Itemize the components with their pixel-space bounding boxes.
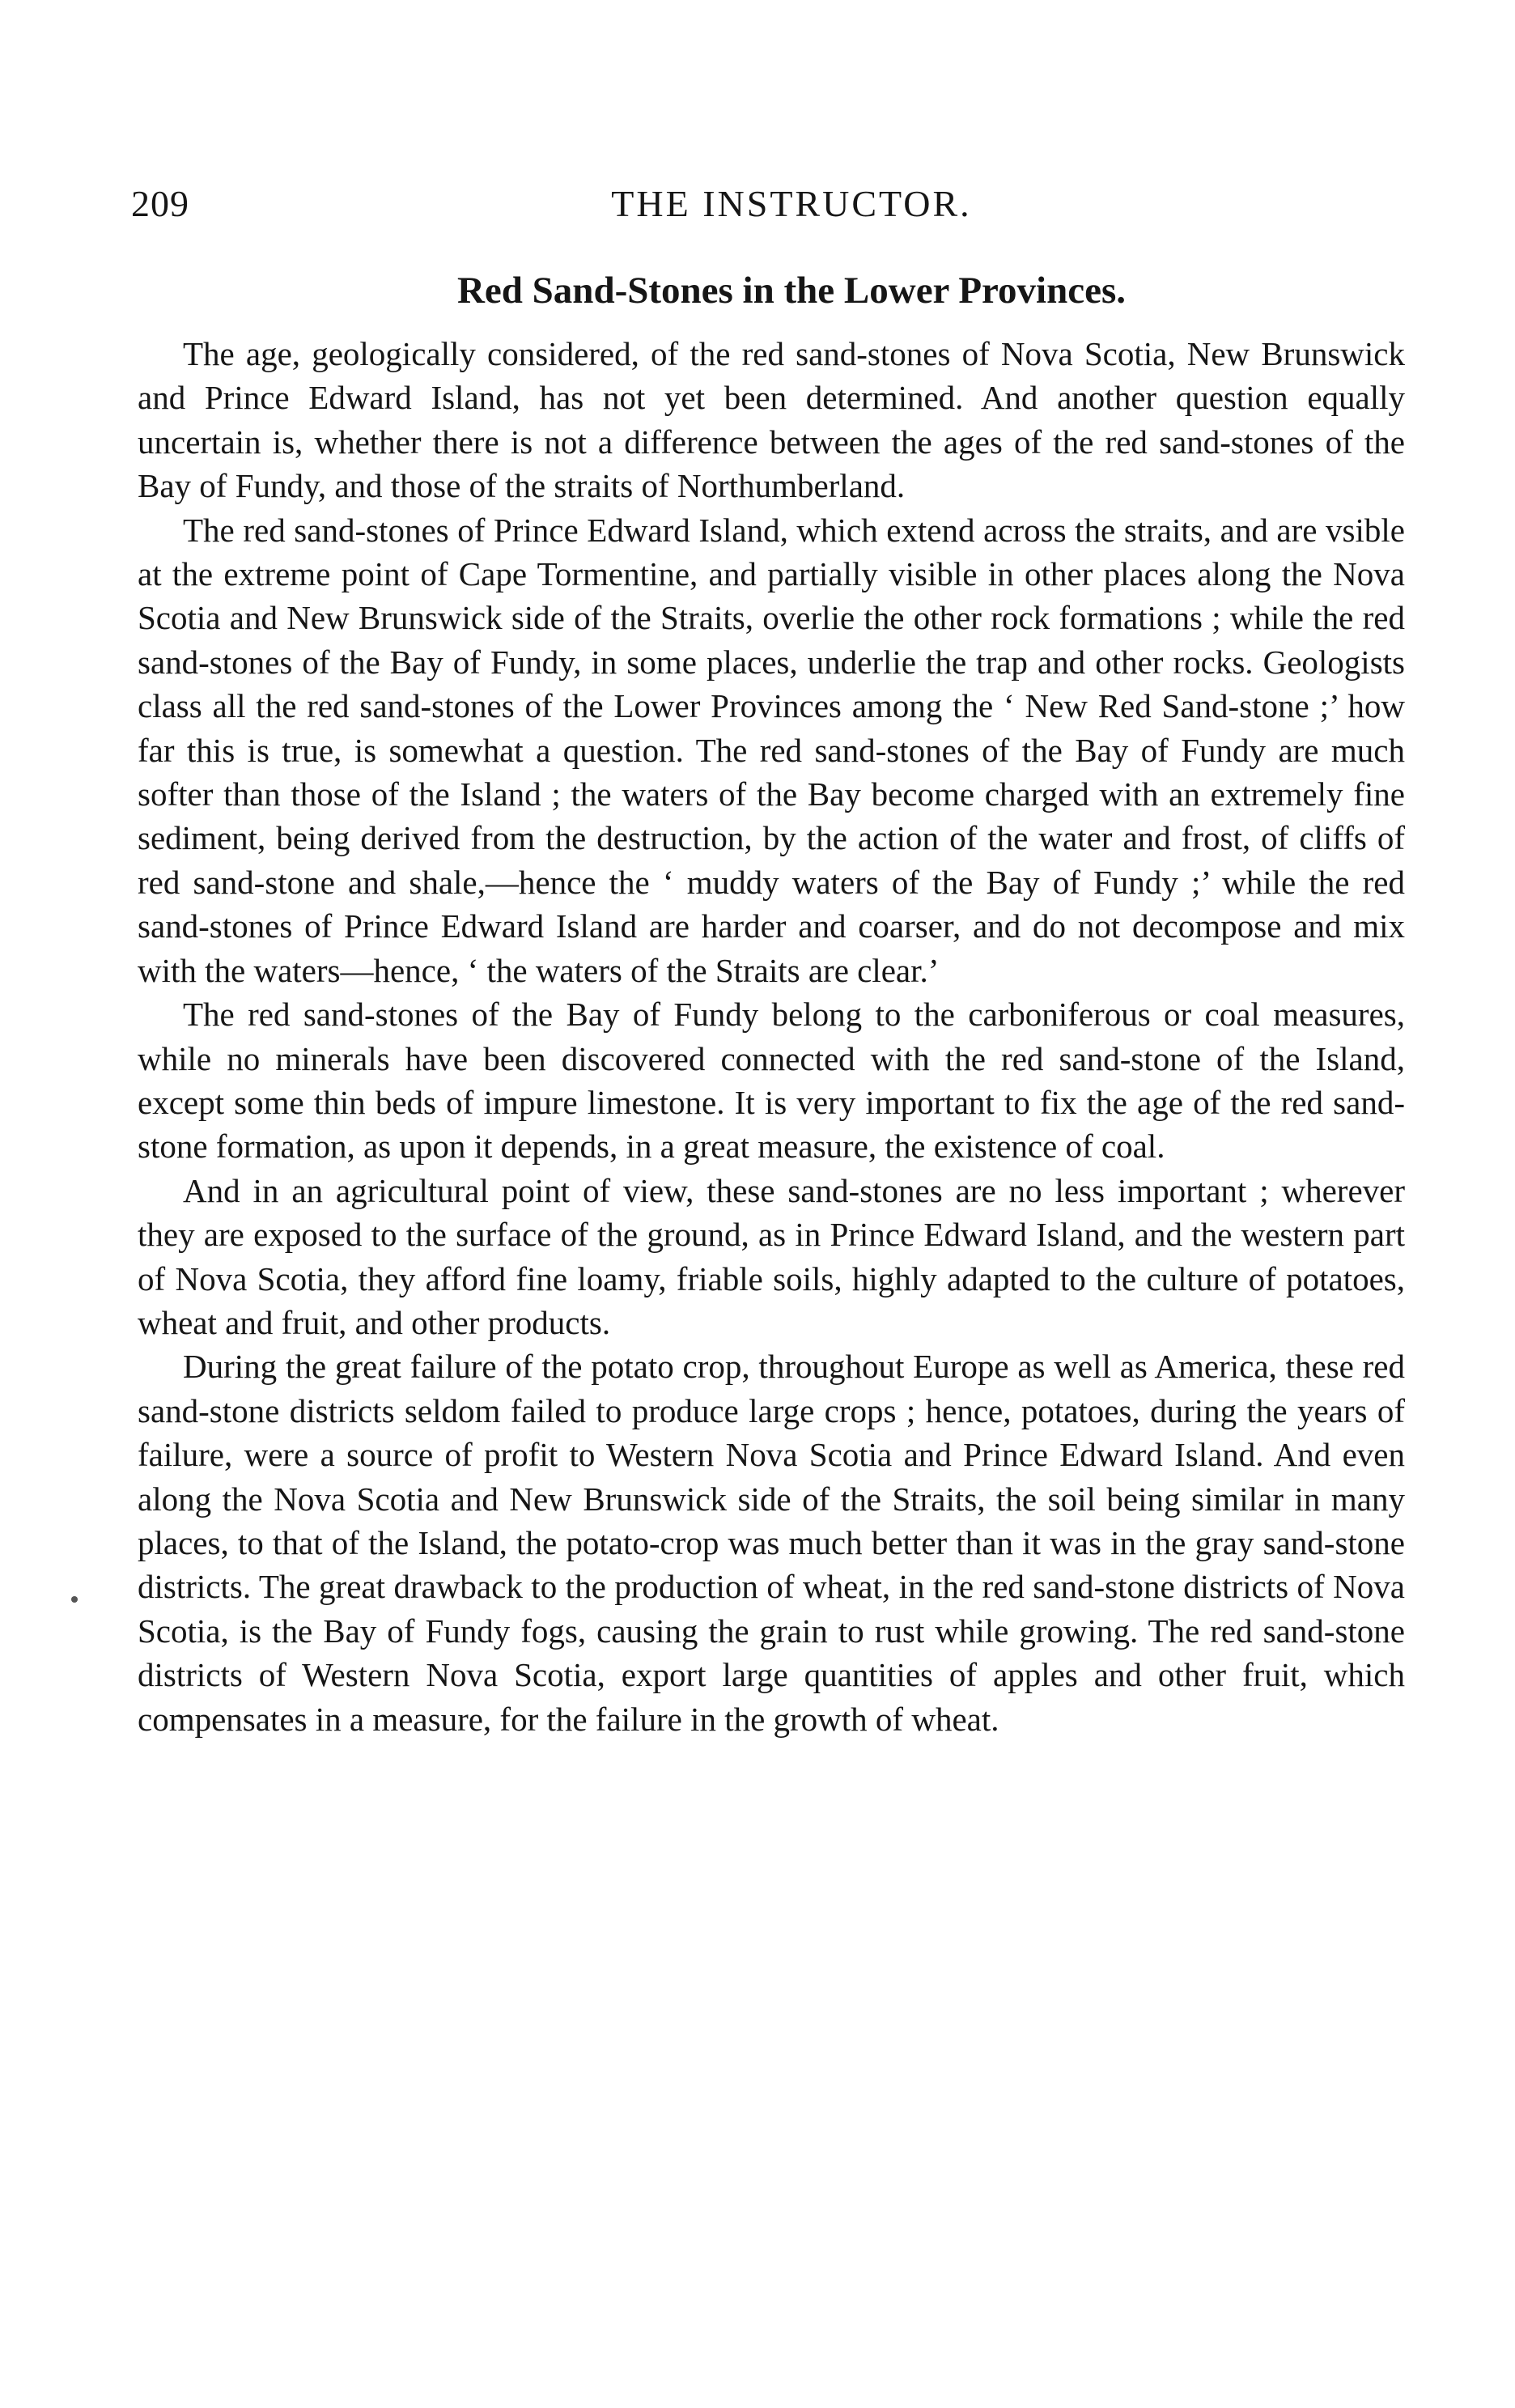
running-head <box>131 180 1403 228</box>
paragraph-5: During the great failure of the potato crop, throughout Europe as well as America, these red sand-stone districts seldom failed to produce large crops ; hence, potatoes, during the years of failure, were a source of profit to Western Nova Scotia and Prince Edward Island. And even along the Nova Scotia and New Brunswick side of the Straits, the soil being similar in many places, to that of the Island, the potato-crop was much better than it was in the gray sand-stone districts. The great drawback to the production of wheat, in the red sand-stone districts of Nova Scotia, is the Bay of Fundy fogs, causing the grain to rust while growing. The red sand-stone districts of Western Nova Scotia, export large quantities of apples and other fruit, which compensates in a measure, for the failure in the growth of wheat. <box>138 1348 1405 1738</box>
paragraph-2: The red sand-stones of Prince Edward Island, which extend across the straits, and are vsible at the extreme point of Cape Tormentine, and partially visible in other places along the Nova Scotia and New Brunswick side of the Straits, overlie the other rock formations ; while the red sand-stones of the Bay of Fundy, in some places, underlie the trap and other rocks. Geologists class all the red sand-stones of the Lower Provinces among the ‘ New Red Sand-stone ;’ how far this is true, is somewhat a question. The red sand-stones of the Bay of Fundy are much softer than those of the Island ; the waters of the Bay become charged with an extremely fine sediment, being derived from the destruction, by the action of the water and frost, of cliffs of red sand-stone and shale,—hence the ‘ muddy waters of the Bay of Fundy ;’ while the red sand-stones of Prince Edward Island are harder and coarser, and do not decompose and mix with the waters—hence, ‘ the waters of the Straits are clear.’ <box>138 511 1405 989</box>
paragraph-4: And in an agricultural point of view, these sand-stones are no less important ; wherever they are exposed to the surface of the ground, as in Prince Edward Island, and the western part of Nova Scotia, they afford fine loamy, friable soils, highly adapted to the culture of potatoes, wheat and fruit, and other products. <box>138 1171 1405 1341</box>
article-body <box>138 332 1405 1741</box>
running-title: THE INSTRUCTOR. <box>611 183 972 224</box>
paragraph-3: The red sand-stones of the Bay of Fundy belong to the carboniferous or coal measures, while no minerals have been discovered connected with the red sand-stone of the Island, except some thin beds of impure limestone. It is very important to fix the age of the red sand-stone formation, as upon it depends, in a great measure, the existence of coal. <box>138 996 1405 1166</box>
article-title: Red Sand-Stones in the Lower Provinces. <box>456 270 1127 312</box>
margin-ink-dot <box>71 1596 78 1603</box>
paragraph-1: The age, geologically considered, of the red sand-stones of Nova Scotia, New Brunswick and Prince Edward Island, has not yet been determined. And another question equally uncertain is, whether there is not a difference between the ages of the red sand-stones of the Bay of Fundy, and those of the straits of Northumberland. <box>138 335 1405 505</box>
page-number: 209 <box>131 183 189 224</box>
